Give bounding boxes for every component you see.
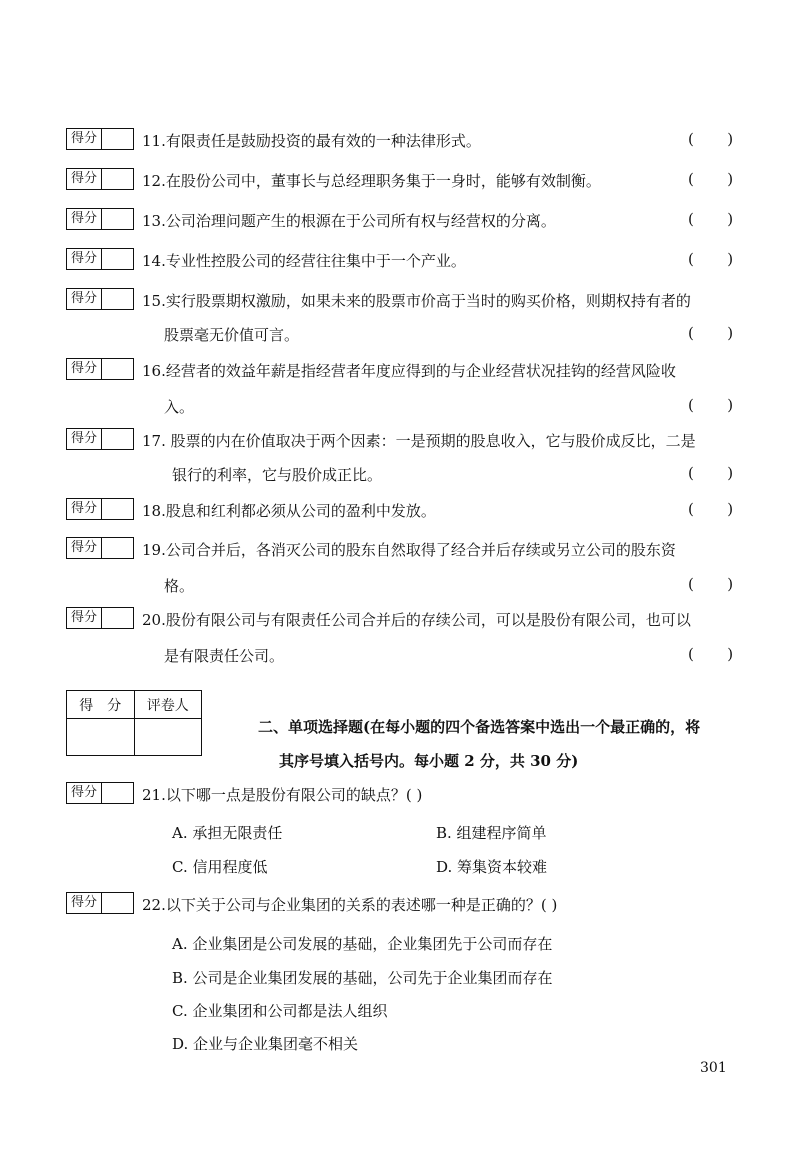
page-number: 301	[700, 1060, 727, 1076]
option-b: B. 公司是企业集团发展的基础，公司先于企业集团而存在	[172, 969, 553, 987]
answer-parentheses: ( )	[688, 130, 734, 148]
score-box	[66, 892, 134, 914]
question-text-continued: 银行的利率，它与股价成正比。	[172, 466, 383, 484]
grader-score-cell	[67, 719, 135, 756]
score-label: 得分	[67, 608, 102, 628]
score-box	[66, 537, 134, 559]
question-text: 21.以下哪一点是股份有限公司的缺点？( )	[142, 786, 423, 804]
score-label: 得分	[67, 289, 102, 309]
grader-table	[66, 690, 202, 756]
score-box	[66, 498, 134, 520]
score-box	[66, 248, 134, 270]
score-label: 得分	[67, 783, 102, 803]
score-blank	[102, 608, 133, 628]
score-label: 得分	[67, 499, 102, 519]
score-blank	[102, 249, 133, 269]
score-blank	[102, 429, 133, 449]
answer-parentheses: ( )	[688, 575, 734, 593]
question-text: 13.公司治理问题产生的根源在于公司所有权与经营权的分离。	[142, 212, 556, 230]
score-label: 得分	[67, 538, 102, 558]
option-a: A. 企业集团是公司发展的基础，企业集团先于公司而存在	[172, 935, 553, 953]
question-text-continued: 是有限责任公司。	[164, 647, 285, 665]
question-text: 15.实行股票期权激励，如果未来的股票市价高于当时的购买价格，则期权持有者的	[142, 292, 691, 310]
score-blank	[102, 359, 133, 379]
question-text-continued: 股票毫无价值可言。	[164, 326, 300, 344]
score-blank	[102, 129, 133, 149]
score-box	[66, 288, 134, 310]
score-box	[66, 358, 134, 380]
question-text: 16.经营者的效益年薪是指经营者年度应得到的与企业经营状况挂钩的经营风险收	[142, 362, 676, 380]
grader-reviewer-header: 评卷人	[134, 691, 202, 719]
answer-parentheses: ( )	[688, 250, 734, 268]
score-label: 得分	[67, 129, 102, 149]
answer-parentheses: ( )	[688, 464, 734, 482]
question-text: 14.专业性控股公司的经营往往集中于一个产业。	[142, 252, 466, 270]
score-blank	[102, 169, 133, 189]
option-c: C. 信用程度低	[172, 858, 268, 876]
score-label: 得分	[67, 893, 102, 913]
section-title-continued: 其序号填入括号内。每小题 2 分，共 30 分)	[279, 752, 579, 770]
question-text: 11.有限责任是鼓励投资的最有效的一种法律形式。	[142, 132, 481, 150]
question-text-continued: 格。	[164, 577, 195, 595]
score-box	[66, 782, 134, 804]
grader-score-header: 得 分	[67, 691, 135, 719]
option-c: C. 企业集团和公司都是法人组织	[172, 1002, 388, 1020]
answer-parentheses: ( )	[688, 396, 734, 414]
score-box	[66, 607, 134, 629]
score-box	[66, 208, 134, 230]
score-box	[66, 128, 134, 150]
score-blank	[102, 209, 133, 229]
score-label: 得分	[67, 209, 102, 229]
option-d: D. 筹集资本较难	[436, 858, 548, 876]
score-blank	[102, 538, 133, 558]
answer-parentheses: ( )	[688, 324, 734, 342]
question-text: 12.在股份公司中，董事长与总经理职务集于一身时，能够有效制衡。	[142, 172, 601, 190]
option-d: D. 企业与企业集团毫不相关	[172, 1035, 359, 1053]
option-b: B. 组建程序简单	[436, 824, 547, 842]
answer-parentheses: ( )	[688, 210, 734, 228]
score-blank	[102, 499, 133, 519]
question-text: 19.公司合并后，各消灭公司的股东自然取得了经合并后存续或另立公司的股东资	[142, 541, 676, 559]
grader-reviewer-cell	[134, 719, 202, 756]
answer-parentheses: ( )	[688, 170, 734, 188]
section-title: 二、单项选择题(在每小题的四个备选答案中选出一个最正确的，将	[258, 718, 701, 736]
option-a: A. 承担无限责任	[172, 824, 283, 842]
score-blank	[102, 893, 133, 913]
question-text-continued: 入。	[164, 398, 195, 416]
score-label: 得分	[67, 169, 102, 189]
score-blank	[102, 289, 133, 309]
score-box	[66, 428, 134, 450]
score-blank	[102, 783, 133, 803]
question-text: 18.股息和红利都必须从公司的盈利中发放。	[142, 502, 436, 520]
score-label: 得分	[67, 249, 102, 269]
score-label: 得分	[67, 429, 102, 449]
question-text: 17. 股票的内在价值取决于两个因素：一是预期的股息收入，它与股价成反比，二是	[142, 432, 696, 450]
score-box	[66, 168, 134, 190]
answer-parentheses: ( )	[688, 500, 734, 518]
question-text: 20.股份有限公司与有限责任公司合并后的存续公司，可以是股份有限公司，也可以	[142, 611, 691, 629]
answer-parentheses: ( )	[688, 645, 734, 663]
question-text: 22.以下关于公司与企业集团的关系的表述哪一种是正确的？( )	[142, 896, 558, 914]
score-label: 得分	[67, 359, 102, 379]
